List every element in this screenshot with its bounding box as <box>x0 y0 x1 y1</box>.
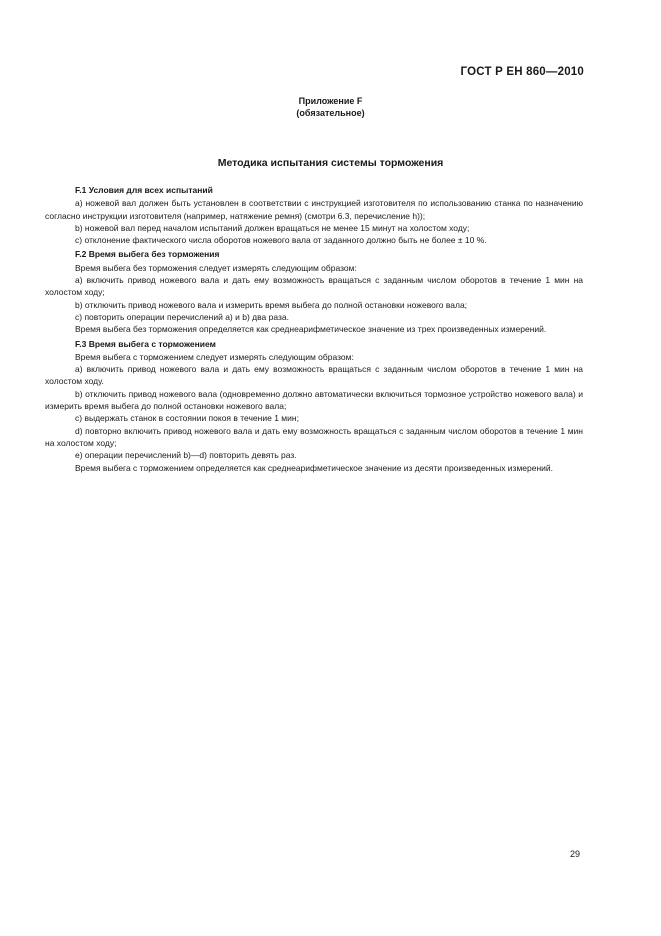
document-body <box>45 184 583 474</box>
list-item: b) ножевой вал перед началом испытаний должен вращаться не менее 15 минут на холостом ходу; <box>75 222 470 233</box>
section-heading-f3: F.3 Время выбега с торможением <box>75 338 216 349</box>
list-item: c) выдержать станок в состоянии покоя в течение 1 мин; <box>75 413 299 424</box>
section-heading-f1: F.1 Условия для всех испытаний <box>75 185 213 195</box>
list-item: c) повторить операции перечислений a) и b) два раза. <box>75 311 289 322</box>
list-item: a) ножевой вал должен быть установлен в соответствии с инструкцией изготовителя по использованию станка по назначению согласно инструкции изготовителя (например, натяжение ремня) (смотри 6.3, перечисление h)); <box>45 198 583 221</box>
list-item: e) операции перечислений b)—d) повторить девять раз. <box>75 450 297 461</box>
standard-header: ГОСТ Р ЕН 860—2010 <box>460 66 584 78</box>
page-number: 29 <box>569 849 580 859</box>
annex-subtitle: (обязательное) <box>296 108 365 118</box>
section-conclusion: Время выбега без торможения определяется как среднеарифметическое значение из трех произведенных измерений. <box>75 324 547 335</box>
list-item: d) повторно включить привод ножевого вала и дать ему возможность вращаться с заданным числом оборотов в течение 1 мин на холостом ходу; <box>45 425 583 448</box>
section-heading-f2: F.2 Время выбега без торможения <box>75 249 220 260</box>
section-conclusion: Время выбега с торможением определяется как среднеарифметическое значение из десяти произведенных измерений. <box>75 462 554 473</box>
list-item: a) включить привод ножевого вала и дать ему возможность вращаться с заданным числом оборотов в течение 1 мин на холостом ходу; <box>45 275 583 298</box>
section-intro: Время выбега с торможением следует измерять следующим образом: <box>75 351 354 362</box>
list-item: a) включить привод ножевого вала и дать ему возможность вращаться с заданным числом оборотов в течение 1 мин на холостом ходу. <box>45 364 583 387</box>
list-item: b) отключить привод ножевого вала и измерить время выбега до полной остановки ножевого вала; <box>75 299 468 310</box>
annex-title: Приложение F <box>298 96 363 106</box>
section-intro: Время выбега без торможения следует измерять следующим образом: <box>75 262 357 273</box>
list-item: c) отклонение фактического числа оборотов ножевого вала от заданного должно быть не более ± 10 %. <box>75 235 487 246</box>
list-item: b) отключить привод ножевого вала (одновременно должно автоматически включиться тормозное устройство ножевого вала) и измерить время выбега до полной остановки ножевого вала; <box>45 388 583 412</box>
document-title: Методика испытания системы торможения <box>217 157 444 169</box>
